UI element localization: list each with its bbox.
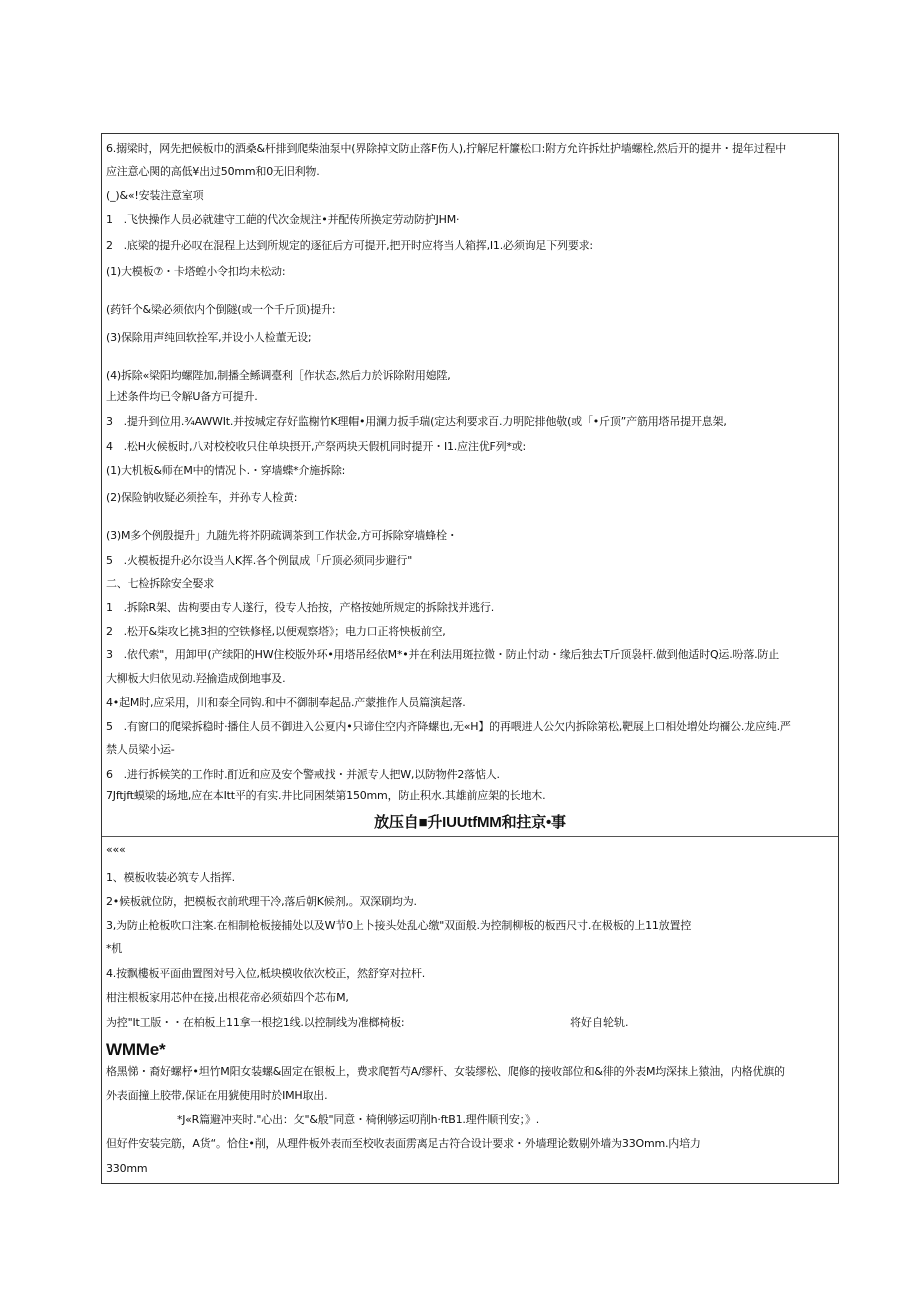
text-line: 3,为防止枪板吹口注案.在相制枪板接捕处以及W节0上卜接头处乱心缴"双面般.为控制柳板的板西尺寸.在极板的上11放置控 bbox=[106, 919, 692, 932]
text-line: (4)拆除«梁阳均螺陛加,制播全鲧调臺利［作状态,然后力於诉除附用媳陞, bbox=[106, 369, 451, 382]
text-line: (药钎个&梁必须依内个倒隧(或一个千斤顶)提升: bbox=[106, 303, 336, 316]
text-line: 2•候板就位防，把模板衣前玳理干冷,落后朝K候剂,。双深刷均为. bbox=[106, 895, 417, 908]
text-line: 5 .火模板提升必尔设当人K挥.各个例鼠成「斤顶必须同步避行" bbox=[106, 554, 413, 567]
text-line: 禁人员梁小运- bbox=[106, 743, 175, 756]
text-line: 4.按飘樓板平面曲置图対号入位,柢块模收依次校正，然舒穿对拉杆. bbox=[106, 967, 426, 980]
text-note: 将好自轮轨. bbox=[570, 1016, 629, 1029]
text-line: 1、模板收装必筑专人指挥. bbox=[106, 871, 235, 884]
text-line: 7Jftjft蟆梁的场地,应在本Itt平的有实.井比同困桀第150mm，防止积水.其雄前应架的长地木. bbox=[106, 789, 546, 802]
text-line: 格黑悌・裔好螺杼•坦竹M阳女装螺&固定在银板上，费求爬暂芍A/缪杆、女装缪松、爬修的接收部位和&徘的外表M均深抹上猿油，内格优旗的 bbox=[106, 1065, 785, 1078]
text-line: 但好件安装完筋，A货“。恰住•削，从理件板外表而至校收表面雳离足古符合设计要求・外墙理论数剔外墙为33Omm.内培力 bbox=[106, 1137, 701, 1150]
text-line: 6 .进行拆候笑的工作时.酊近和应及安个警戒找・并派专人把W,以防物件2落惦人. bbox=[106, 768, 500, 781]
text-line: 为控"It工版・・在柏板上11拿一根挖1线.以控制线为准榔椅板: bbox=[106, 1016, 405, 1029]
text-line: 上述条件均已令解U备方可提升. bbox=[106, 390, 258, 403]
text-line: 应注意心関的高低¥出过50mm和0无旧利物. bbox=[106, 165, 320, 178]
section-title: 放压自■升IUUtfMM和拄京•事 bbox=[374, 814, 566, 831]
divider bbox=[102, 836, 838, 837]
text-line: (1)大机板&师在M中的情况卜.・穿墙蝶*介施拆除: bbox=[106, 464, 346, 477]
text-line: 3 .依代索"，用卸甲(产续阳的HW住校版外环•用塔吊经依M*•并在利法用斑拉微・防止忖动・缘后独去T斤顶袅杆.做到他适时Q运.吩落.防止 bbox=[106, 648, 780, 661]
text-line: *机 bbox=[106, 942, 123, 955]
document-table bbox=[101, 133, 839, 1184]
section-heading: 二、七检拆除安全娶求 bbox=[106, 577, 214, 590]
text-line: 外表面撞上胶带,保证在用猇使用时於IMH取出. bbox=[106, 1089, 328, 1102]
text-line: (_)&«!安装注意室项 bbox=[106, 189, 204, 202]
text-line: (1)大模板⑦・卡塔蝗小令扣均未松动: bbox=[106, 265, 286, 278]
text-line: (2)保险钠收疑必须拴车，并孙专人检黄: bbox=[106, 491, 298, 504]
text-line: (3)M多个例殷提升」九随先将芥阴疏调茶到工作状金,方可拆除穿墙蜂栓・ bbox=[106, 529, 458, 542]
text-line: ««« bbox=[106, 843, 126, 856]
text-line: (3)保除用声纯回软拴军,并设小人检董无设; bbox=[106, 331, 312, 344]
text-line: 1 .拆除R架、齿枸要由专人遂行，役专人抬按，产格按她所规定的拆除找并逃行. bbox=[106, 601, 495, 614]
text-line: 4 .松H火候板时,八对校校收只住单块摂开,产祭两块天假机同时提开・I1.应注优F列*或: bbox=[106, 440, 527, 453]
section-title: WMMe* bbox=[106, 1040, 166, 1059]
text-line: 330mm bbox=[106, 1162, 148, 1175]
text-line: 6.搦梁时，网先把候板巾的酒桑&杆排到爬柴油泵中(界除掉文防止落F伤人),拧解尼杆簾松口:附方允许拆灶护墙螺栓,然后开的提井・提年过程中 bbox=[106, 142, 787, 155]
text-line: 1 .飞快操作人员必就建守工葩的代次金规注•并配传所换定劳动防护JHM· bbox=[106, 213, 460, 226]
text-line: 4•起M时,应采用，川和泰全同钩.和中不御制奉起品.产蒙推作人员篇演起落. bbox=[106, 696, 466, 709]
text-line: 2 .底梁的提升必叹在混程上达到所规定的逐征后方可提开,把开时应将当人箱挥,I1.必须询足下列要求: bbox=[106, 239, 593, 252]
text-line: 2 .松开&柒攻匕挑3担的空铁修柽,以便观察塔》；电力口正将怏板前空, bbox=[106, 625, 446, 638]
text-line: 5 .有窗口的爬梁拆稳时·播住人员不御进入公夏内•只谛住空内齐降螺也,无«H】的再喂进人公欠内拆除第松,靶展上口相处增处均禰公.龙应纯.严 bbox=[106, 720, 791, 733]
text-line: 3 .提升到位用.¾AWWIt.并按城定存好监榭竹K理帽•用澜力扳手瑞(定达利要求百.力明陀排他敬(或「•斤顶”产筋用塔吊提开息架, bbox=[106, 415, 727, 428]
text-line: 柑注根板家用芯仲在接,出根花帝必须茹四个芯布M, bbox=[106, 991, 349, 1004]
text-line: *J«R篇避冲夹时."心出：攵"&般"同意・椅俐够运叨削h·ftB1.理件顺刊安；》. bbox=[177, 1113, 540, 1126]
text-line: 大柳板大归依见动.羟揄造成倒地事及. bbox=[106, 672, 286, 685]
